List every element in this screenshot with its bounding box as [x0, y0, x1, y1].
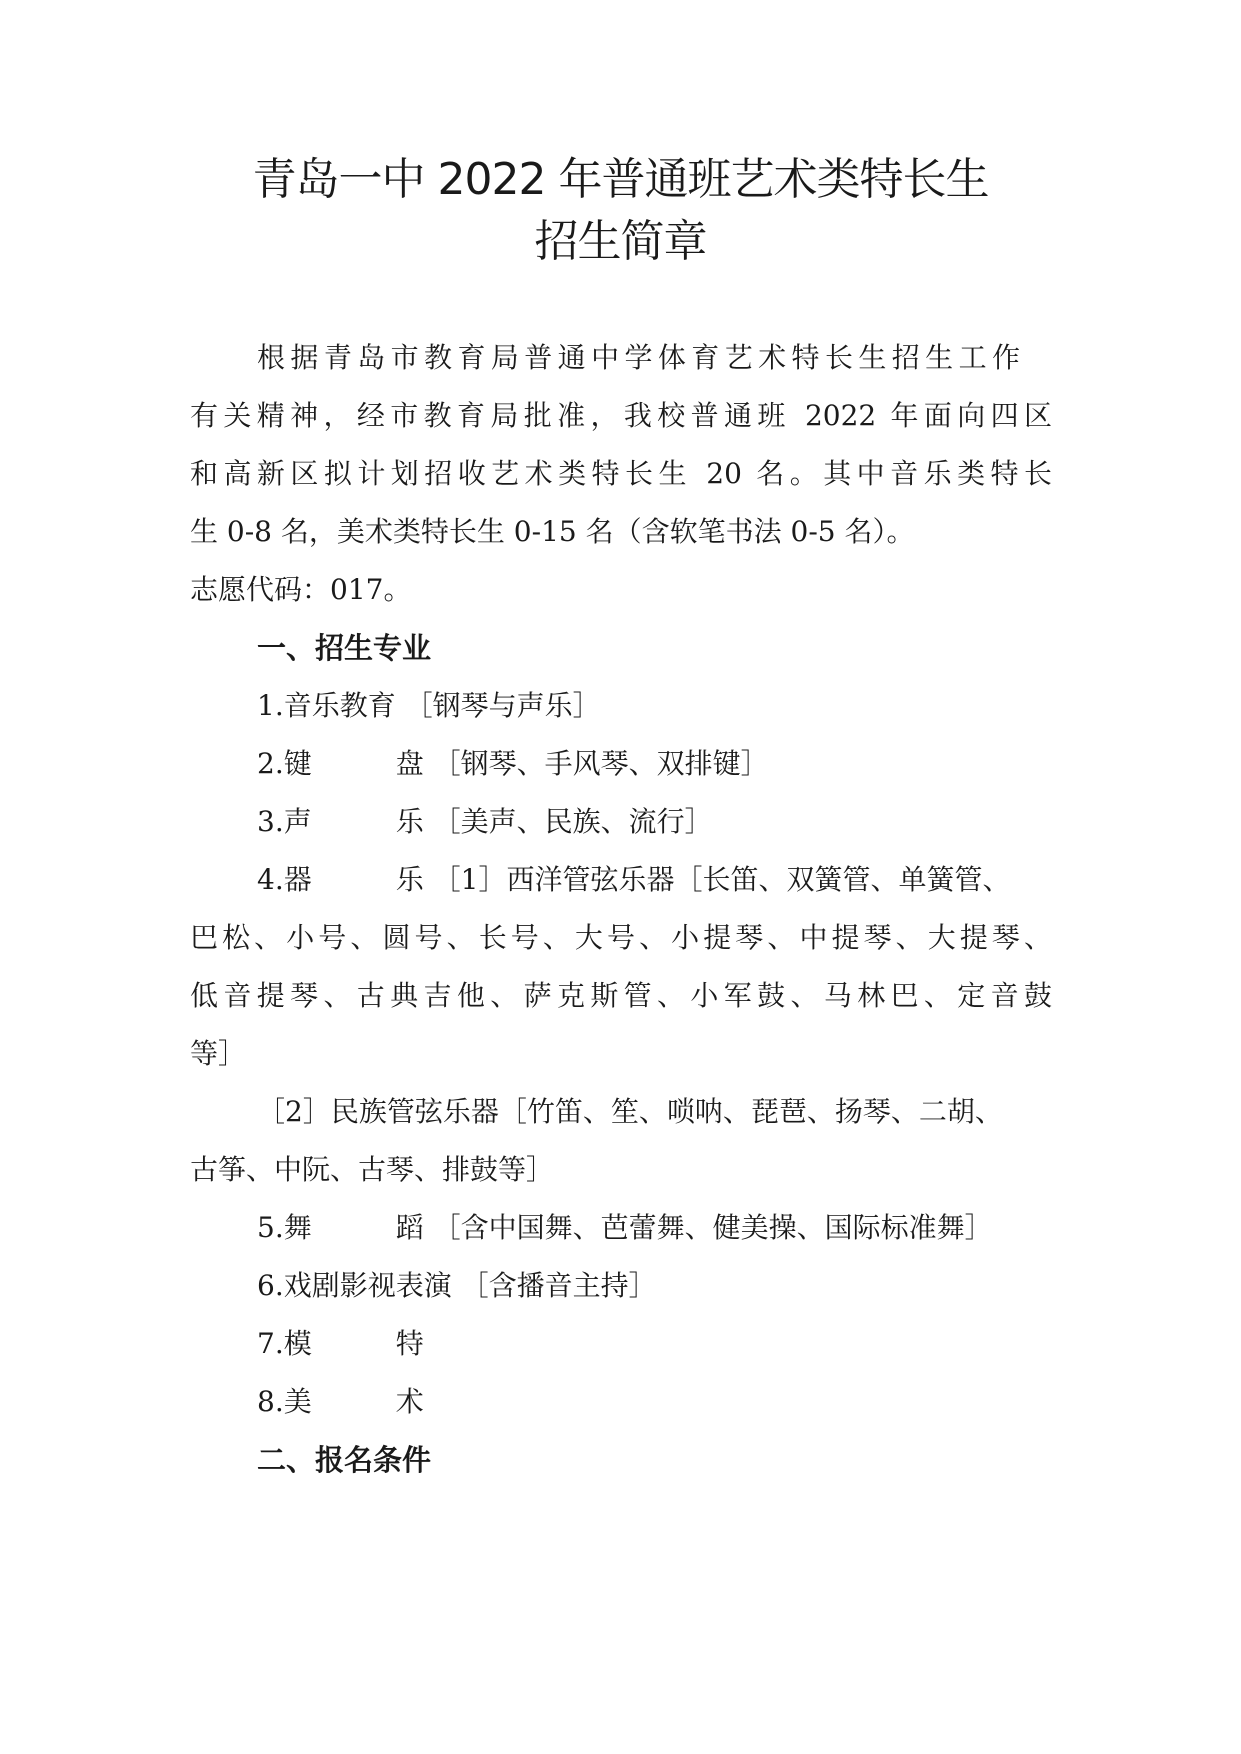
- instrumental-sub2-line-1: ［2］民族管弦乐器［竹笛、笙、唢呐、琵琶、扬琴、二胡、: [257, 1095, 1003, 1128]
- instrumental-line-3: 低音提琴、古典吉他、萨克斯管、小军鼓、马林巴、定音鼓: [190, 979, 1052, 1012]
- list-item-keyboard: [257, 744, 769, 784]
- item-number: 8.: [257, 1385, 284, 1418]
- item-name-a: 键: [283, 747, 312, 780]
- list-item-drama: [257, 1266, 657, 1306]
- item-detail: ［美声、民族、流行］: [432, 805, 713, 838]
- section-heading-eligibility: 二、报名条件: [257, 1443, 432, 1477]
- item-name-a: 舞: [283, 1211, 312, 1244]
- item-name-b: 术: [395, 1385, 424, 1418]
- list-item-model: [257, 1324, 424, 1364]
- instrumental-sub2-line-2: 古筝、中阮、古琴、排鼓等］: [190, 1153, 555, 1186]
- item-detail: ［含中国舞、芭蕾舞、健美操、国际标准舞］: [432, 1211, 993, 1244]
- item-name-a: 模: [283, 1327, 312, 1360]
- item-name-b: 蹈: [395, 1211, 424, 1244]
- list-item-instrumental: [257, 860, 1010, 900]
- item-number: 1.: [257, 689, 284, 722]
- list-item-music-education: [257, 686, 601, 726]
- intro-line-4: 生 0-8 名，美术类特长生 0-15 名（含软笔书法 0-5 名）。: [190, 515, 915, 548]
- list-item-fine-arts: [257, 1382, 424, 1422]
- item-number: 7.: [257, 1327, 284, 1360]
- item-detail: ［1］西洋管弦乐器［长笛、双簧管、单簧管、: [432, 863, 1011, 896]
- item-detail: ［钢琴与声乐］: [404, 689, 601, 722]
- page-title-line-1: 青岛一中 2022 年普通班艺术类特长生: [252, 154, 989, 205]
- instrumental-line-2: 巴松、小号、圆号、长号、大号、小提琴、中提琴、大提琴、: [190, 921, 1052, 954]
- instrumental-line-4: 等］: [190, 1037, 247, 1070]
- item-name-a: 美: [283, 1385, 312, 1418]
- item-number: 6.: [257, 1269, 284, 1302]
- intro-line-1: 根据青岛市教育局普通中学体育艺术特长生招生工作: [257, 341, 1020, 374]
- item-number: 2.: [257, 747, 284, 780]
- page-title-line-2: 招生简章: [534, 216, 707, 267]
- item-number: 5.: [257, 1211, 284, 1244]
- item-name: 戏剧影视表演: [283, 1269, 452, 1302]
- item-name-b: 乐: [395, 805, 424, 838]
- item-name-a: 器: [283, 863, 312, 896]
- item-number: 3.: [257, 805, 284, 838]
- item-name: 音乐教育: [283, 689, 396, 722]
- intro-line-5: 志愿代码：017。: [190, 573, 412, 606]
- item-number: 4.: [257, 863, 284, 896]
- list-item-dance: [257, 1208, 993, 1248]
- item-name-b: 乐: [395, 863, 424, 896]
- item-name-b: 盘: [395, 747, 424, 780]
- list-item-vocal: [257, 802, 713, 842]
- section-heading-majors: 一、招生专业: [257, 631, 432, 665]
- item-name-b: 特: [395, 1327, 424, 1360]
- item-name-a: 声: [283, 805, 312, 838]
- item-detail: ［钢琴、手风琴、双排键］: [432, 747, 769, 780]
- intro-line-3: 和高新区拟计划招收艺术类特长生 20 名。其中音乐类特长: [190, 457, 1052, 490]
- intro-line-2: 有关精神，经市教育局批准，我校普通班 2022 年面向四区: [190, 399, 1052, 432]
- item-detail: ［含播音主持］: [460, 1269, 657, 1302]
